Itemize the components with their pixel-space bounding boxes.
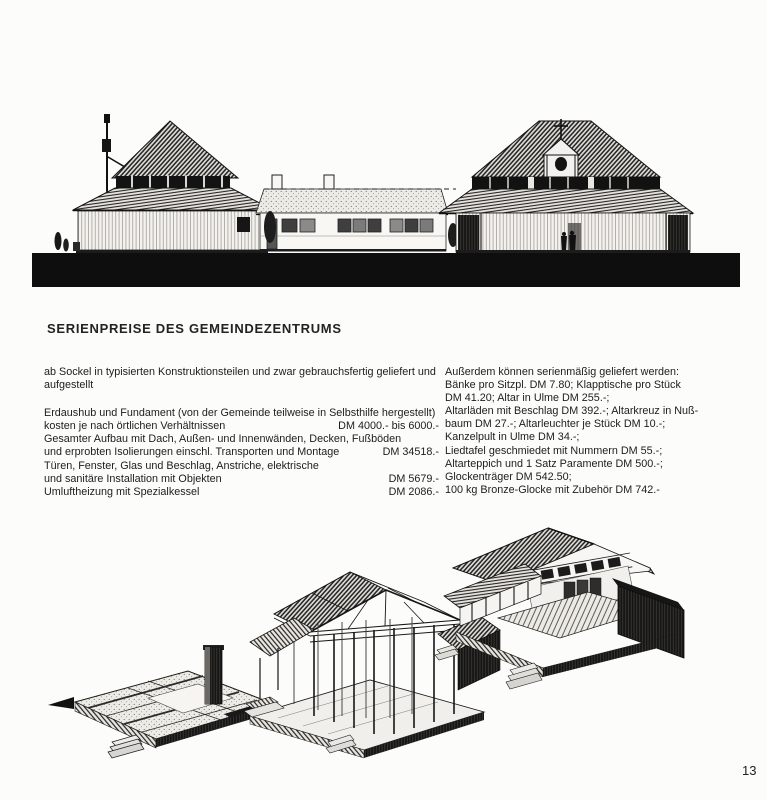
axonometric-construction-stages-drawing bbox=[28, 518, 738, 773]
price-item-line: und sanitäre Installation mit Objekten bbox=[44, 472, 222, 485]
accessory-line: DM 41.20; Altar in Ulme DM 255.-; bbox=[445, 392, 610, 405]
intro-line: aufgestellt bbox=[44, 379, 94, 392]
price-item-row bbox=[44, 473, 445, 486]
accessory-line: Altarläden mit Beschlag DM 392.-; Altarkreuz in Nuß- bbox=[445, 405, 699, 418]
elevation-drawing bbox=[20, 95, 742, 290]
accessory-line: Altarteppich und 1 Satz Paramente DM 500.-; bbox=[445, 457, 663, 470]
line-break-spacer bbox=[44, 392, 445, 407]
hall-elevation bbox=[55, 114, 274, 253]
church-elevation bbox=[439, 119, 693, 253]
accessory-line: Kanzelpult in Ulme DM 34.-; bbox=[445, 431, 580, 444]
link-building-elevation bbox=[256, 175, 458, 252]
accessory-line: Liedtafel geschmiedet mit Nummern DM 55.-; bbox=[445, 444, 663, 457]
accessory-line: Glockenträger DM 542.50; bbox=[445, 470, 572, 483]
price-value: DM 2086.- bbox=[388, 485, 439, 498]
price-item-line: und erprobten Isolierungen einschl. Transporten und Montage bbox=[44, 446, 340, 459]
section-heading: SERIENPREISE DES GEMEINDEZENTRUMS bbox=[47, 321, 342, 336]
price-value: DM 34518.- bbox=[382, 446, 439, 459]
accessories-column bbox=[445, 366, 744, 497]
price-item-line: Umluftheizung mit Spezialkessel bbox=[44, 485, 200, 498]
price-item-row bbox=[44, 486, 445, 499]
ground-band bbox=[32, 253, 740, 287]
foundation-stage-drawing bbox=[48, 645, 274, 758]
price-item-line: Erdaushub und Fundament (von der Gemeinde teilweise in Selbsthilfe hergestellt) bbox=[44, 407, 436, 420]
price-item-line: kosten je nach örtlichen Verhältnissen bbox=[44, 420, 226, 433]
accessory-line: baum DM 27.-; Altarleuchter je Stück DM 10.-; bbox=[445, 418, 666, 431]
price-value: DM 5679.- bbox=[388, 472, 439, 485]
price-item-row bbox=[44, 420, 445, 433]
accessory-line: 100 kg Bronze-Glocke mit Zubehör DM 742.- bbox=[445, 483, 660, 496]
price-item-line: Gesamter Aufbau mit Dach, Außen- und Innenwänden, Decken, Fußböden bbox=[44, 433, 402, 446]
price-value: DM 4000.- bis 6000.- bbox=[338, 420, 439, 433]
accessory-line: Bänke pro Sitzpl. DM 7.80; Klapptische pro Stück bbox=[445, 379, 681, 392]
accessory-line: Außerdem können serienmäßig geliefert werden: bbox=[445, 366, 680, 378]
price-item-line: Türen, Fenster, Glas und Beschlag, Anstriche, elektrische bbox=[44, 459, 319, 472]
price-item-row bbox=[44, 446, 445, 459]
price-list-left-column bbox=[44, 366, 445, 499]
page-number: 13 bbox=[742, 763, 757, 778]
intro-line: ab Sockel in typisierten Konstruktionsteilen und zwar gebrauchsfertig geliefert und bbox=[44, 366, 436, 378]
